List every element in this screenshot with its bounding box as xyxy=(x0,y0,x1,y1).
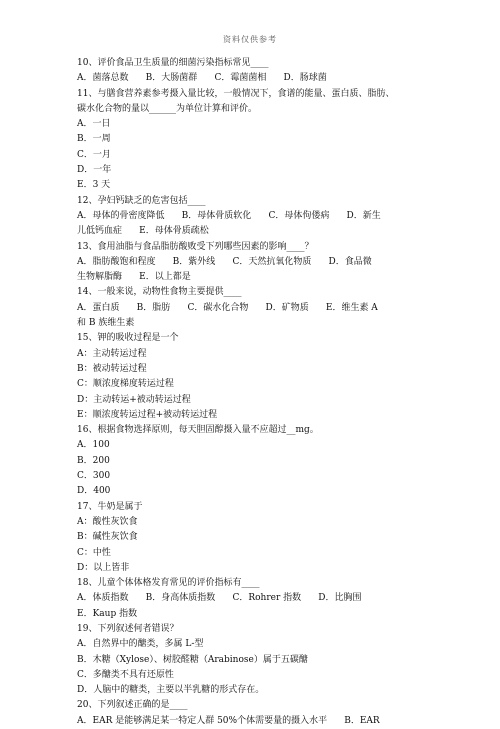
question-11: 11、与膳食营养素参考摄入量比较，一般情况下，食谱的能量、蛋白质、脂肪、 xyxy=(77,88,395,99)
question-list xyxy=(77,56,437,729)
option-15-c: C：顺浓度梯度转运过程 xyxy=(77,379,174,390)
question-17: 17、牛奶是属于 xyxy=(77,501,143,512)
option-16-c: C．300 xyxy=(77,471,111,482)
option-15-d: D：主动转运+被动转运过程 xyxy=(77,394,191,405)
option-11-e: E．3 天 xyxy=(77,180,111,191)
option-19-b: B．木糖（Xylose）、树胶醛糖（Arabinose）属于五碳醣 xyxy=(77,654,308,665)
question-13: 13、食用油脂与食品脂肪酸败受下列哪些因素的影响____？ xyxy=(77,241,314,252)
question-19: 19、下列叙述何者错误？ xyxy=(77,623,179,634)
option-16-b: B．200 xyxy=(77,455,110,466)
page-header: 资料仅供参考 xyxy=(223,35,277,44)
question-10: 10、评价食品卫生质量的细菌污染指标常见____ xyxy=(77,58,269,68)
question-11-cont: 碳水化合物的量以______为单位计算和评价。 xyxy=(77,103,258,114)
option-15-b: B：被动转运过程 xyxy=(77,363,147,374)
option-17-d: D：以上皆非 xyxy=(77,562,130,573)
option-11-b: B．一周 xyxy=(77,134,111,145)
option-15-e: E：顺浓度转运过程+被动转运过程 xyxy=(77,409,218,420)
options-13: A．脂肪酸饱和程度 B．紫外线 C．天然抗氧化物质 D．食品微 xyxy=(77,256,372,267)
options-18: A．体质指数 B．身高体质指数 C．Rohrer 指数 D．比胸围 xyxy=(77,593,362,604)
options-18-cont: E．Kaup 指数 xyxy=(77,608,138,619)
option-15-a: A：主动转运过程 xyxy=(77,348,147,359)
options-12-cont: 儿低钙血症 E．母体骨质疏松 xyxy=(77,226,209,237)
question-16: 16、根据食物选择原则，每天胆固醇摄入量不应超过__mg。 xyxy=(77,425,319,436)
question-20: 20、下列叙述正确的是____ xyxy=(77,700,188,711)
option-11-a: A．一日 xyxy=(77,119,111,130)
option-11-d: D．一年 xyxy=(77,165,112,176)
options-14: A．蛋白质 B．脂肪 C．碳水化合物 D．矿物质 E．维生素 A xyxy=(77,302,378,313)
options-12: A．母体的骨密度降低 B．母体骨质软化 C．母体佝偻病 D．新生 xyxy=(77,210,381,221)
question-15: 15、钾的吸收过程是一个 xyxy=(77,333,179,344)
options-20: A．EAR 是能够满足某一特定人群 50%个体需要量的摄入水平 B．EAR xyxy=(77,715,380,726)
option-17-a: A：酸性灰饮食 xyxy=(77,516,138,527)
option-19-d: D．人脑中的糖类，主要以半乳糖的形式存在。 xyxy=(77,685,265,696)
option-17-c: C：中性 xyxy=(77,547,111,558)
option-19-a: A．自然界中的醣类，多属 L-型 xyxy=(77,639,204,650)
option-11-c: C．一月 xyxy=(77,149,111,160)
options-10: A．菌落总数 B．大肠菌群 C．霉菌菌相 D．肠球菌 xyxy=(77,73,327,84)
option-16-a: A．100 xyxy=(77,440,110,451)
question-12: 12、孕妇钙缺乏的危害包括____ xyxy=(77,195,206,206)
options-14-cont: 和 B 族维生素 xyxy=(77,318,135,329)
question-14: 14、一般来说，动物性食物主要提供____ xyxy=(77,287,242,298)
question-18: 18、儿童个体体格发育常见的评价指标有____ xyxy=(77,578,260,589)
option-17-b: B：碱性灰饮食 xyxy=(77,532,138,543)
options-13-cont: 生物解脂酶 E．以上都是 xyxy=(77,272,191,283)
option-16-d: D．400 xyxy=(77,486,111,497)
option-19-c: C．多醣类不具有还原性 xyxy=(77,669,174,680)
